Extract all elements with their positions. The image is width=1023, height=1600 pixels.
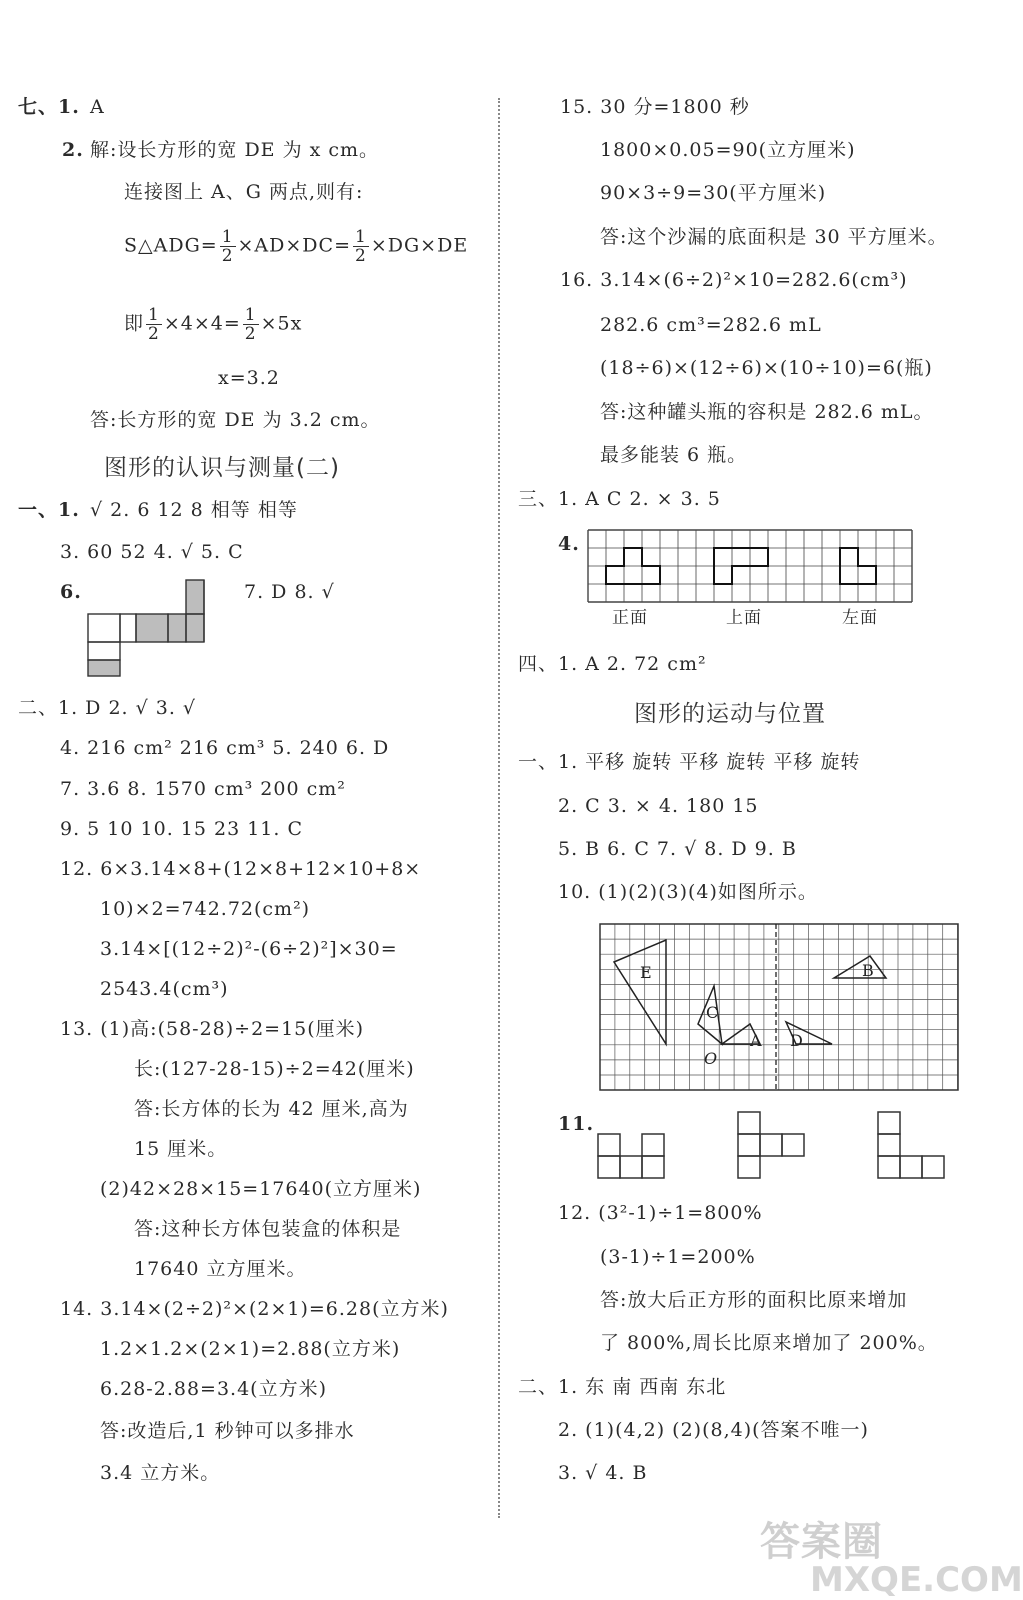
s1-1-answers: √ 2. 6 12 8 相等 相等 xyxy=(90,499,298,521)
section-heading-measure-2: 图形的认识与测量(二) xyxy=(104,455,340,481)
s2-4-answers: 4. 216 cm² 216 cm³ 5. 240 6. D xyxy=(60,737,390,759)
s2-14-line5: 3.4 立方米。 xyxy=(100,1462,221,1484)
s2-12-line1: 12. 6×3.14×8+(12×8+12×10+8× xyxy=(60,858,422,880)
s2-13-line6: 答:这种长方体包装盒的体积是 xyxy=(134,1218,402,1240)
q15-answer: 答:这个沙漏的底面积是 30 平方厘米。 xyxy=(600,226,948,248)
q7-2-num: 2. xyxy=(62,139,84,161)
s2-13-line5: (2)42×28×15=17640(立方厘米) xyxy=(100,1178,422,1200)
s2-14-line3: 6.28-2.88=3.4(立方米) xyxy=(100,1378,327,1400)
q7-2-answer: 答:长方形的宽 DE 为 3.2 cm。 xyxy=(90,409,381,431)
q7-2-result: x=3.2 xyxy=(218,367,280,389)
label-C: C xyxy=(706,1003,719,1022)
n1-answers: 二、1. 东 南 西南 东北 xyxy=(518,1376,727,1398)
s2-12-line4: 2543.4(cm³) xyxy=(100,978,229,1000)
block-views-diagram xyxy=(598,1112,948,1180)
s2-13-line7: 17640 立方厘米。 xyxy=(134,1258,307,1280)
s2-14-line2: 1.2×1.2×(2×1)=2.88(立方米) xyxy=(100,1338,401,1360)
s1-7-answers: 7. D 8. √ xyxy=(244,581,335,603)
s2-9-answers: 9. 5 10 10. 15 23 11. C xyxy=(60,818,303,840)
cuboid-net-diagram xyxy=(88,578,224,678)
s2-1-answers: 二、1. D 2. √ 3. √ xyxy=(18,697,197,719)
s2-14-line1: 14. 3.14×(2÷2)²×(2×1)=6.28(立方米) xyxy=(60,1298,449,1320)
watermark-logo: 答案圈 xyxy=(760,1519,883,1565)
q16-answer2: 最多能装 6 瓶。 xyxy=(600,444,748,466)
s2-14-line4: 答:改造后,1 秒钟可以多排水 xyxy=(100,1420,355,1442)
s1-6-num: 6. xyxy=(60,581,82,603)
m2-answers: 2. C 3. × 4. 180 15 xyxy=(558,795,759,817)
q16-answer: 答:这种罐头瓶的容积是 282.6 mL。 xyxy=(600,401,934,423)
m10-text: 10. (1)(2)(3)(4)如图所示。 xyxy=(558,881,818,903)
q7-1-answer: A xyxy=(90,96,105,118)
q16-line3: (18÷6)×(12÷6)×(10÷10)=6(瓶) xyxy=(600,357,933,379)
q7-2-line2: 连接图上 A、G 两点,则有: xyxy=(124,181,364,203)
q15-line2: 1800×0.05=90(立方厘米) xyxy=(600,139,856,161)
label-E: E xyxy=(640,963,652,982)
three-view-grid xyxy=(588,530,916,602)
s2-13-line3: 答:长方体的长为 42 厘米,高为 xyxy=(134,1098,409,1120)
s2-12-line3: 3.14×[(12÷2)²-(6÷2)²]×30= xyxy=(100,938,398,960)
s3-1-answers: 三、1. A C 2. × 3. 5 xyxy=(518,488,721,510)
m1-answers: 一、1. 平移 旋转 平移 旋转 平移 旋转 xyxy=(518,751,861,773)
q15-line3: 90×3÷9=30(平方厘米) xyxy=(600,182,827,204)
s1-1-num: 一、1. xyxy=(18,499,80,521)
q15-line1: 15. 30 分=1800 秒 xyxy=(560,96,750,118)
label-D: D xyxy=(790,1031,803,1050)
s2-12-line2: 10)×2=742.72(cm²) xyxy=(100,898,311,920)
q16-line2: 282.6 cm³=282.6 mL xyxy=(600,314,822,336)
q7-1-num: 七、1. xyxy=(18,96,80,118)
m12-answer1: 答:放大后正方形的面积比原来增加 xyxy=(600,1289,908,1311)
watermark-url: MXQE.COM xyxy=(810,1560,1023,1600)
view-label-front: 正面 xyxy=(612,608,648,628)
s4-1-answers: 四、1. A 2. 72 cm² xyxy=(518,653,707,675)
label-O: O xyxy=(704,1049,718,1068)
label-B: B xyxy=(862,961,874,980)
s2-13-line4: 15 厘米。 xyxy=(134,1138,228,1160)
s2-7-answers: 7. 3.6 8. 1570 cm³ 200 cm² xyxy=(60,778,346,800)
n3-answers: 3. √ 4. B xyxy=(558,1462,648,1484)
s2-13-line2: 长:(127-28-15)÷2=42(厘米) xyxy=(134,1058,415,1080)
m12-answer2: 了 800%,周长比原来增加了 200%。 xyxy=(600,1332,938,1354)
n2-answers: 2. (1)(4,2) (2)(8,4)(答案不唯一) xyxy=(558,1419,869,1441)
s1-3-answers: 3. 60 52 4. √ 5. C xyxy=(60,541,244,563)
q7-2-formula2: 即 $\frac{1}{2}$ ×4×4= $\frac{1}{2}$ ×5x xyxy=(124,305,303,344)
label-A: A xyxy=(750,1031,762,1050)
m12-line2: (3-1)÷1=200% xyxy=(600,1246,756,1268)
m12-line1: 12. (3²-1)÷1=800% xyxy=(558,1202,763,1224)
view-label-left: 左面 xyxy=(842,608,878,628)
m11-num: 11. xyxy=(558,1113,595,1135)
q16-line1: 16. 3.14×(6÷2)²×10=282.6(cm³) xyxy=(560,269,908,291)
column-divider xyxy=(498,98,500,1518)
s3-4-num: 4. xyxy=(558,533,580,555)
motion-grid-diagram xyxy=(600,924,958,1090)
q7-2-line1: 解:设长方形的宽 DE 为 x cm。 xyxy=(90,139,380,161)
q7-2-formula1: S△ADG= $\frac{1}{2}$ ×AD×DC= $\frac{1}{2}$ ×DG×DE xyxy=(124,227,469,266)
s2-13-line1: 13. (1)高:(58-28)÷2=15(厘米) xyxy=(60,1018,365,1040)
section-heading-motion: 图形的运动与位置 xyxy=(634,701,826,727)
m5-answers: 5. B 6. C 7. √ 8. D 9. B xyxy=(558,838,797,860)
view-label-top: 上面 xyxy=(726,608,762,628)
